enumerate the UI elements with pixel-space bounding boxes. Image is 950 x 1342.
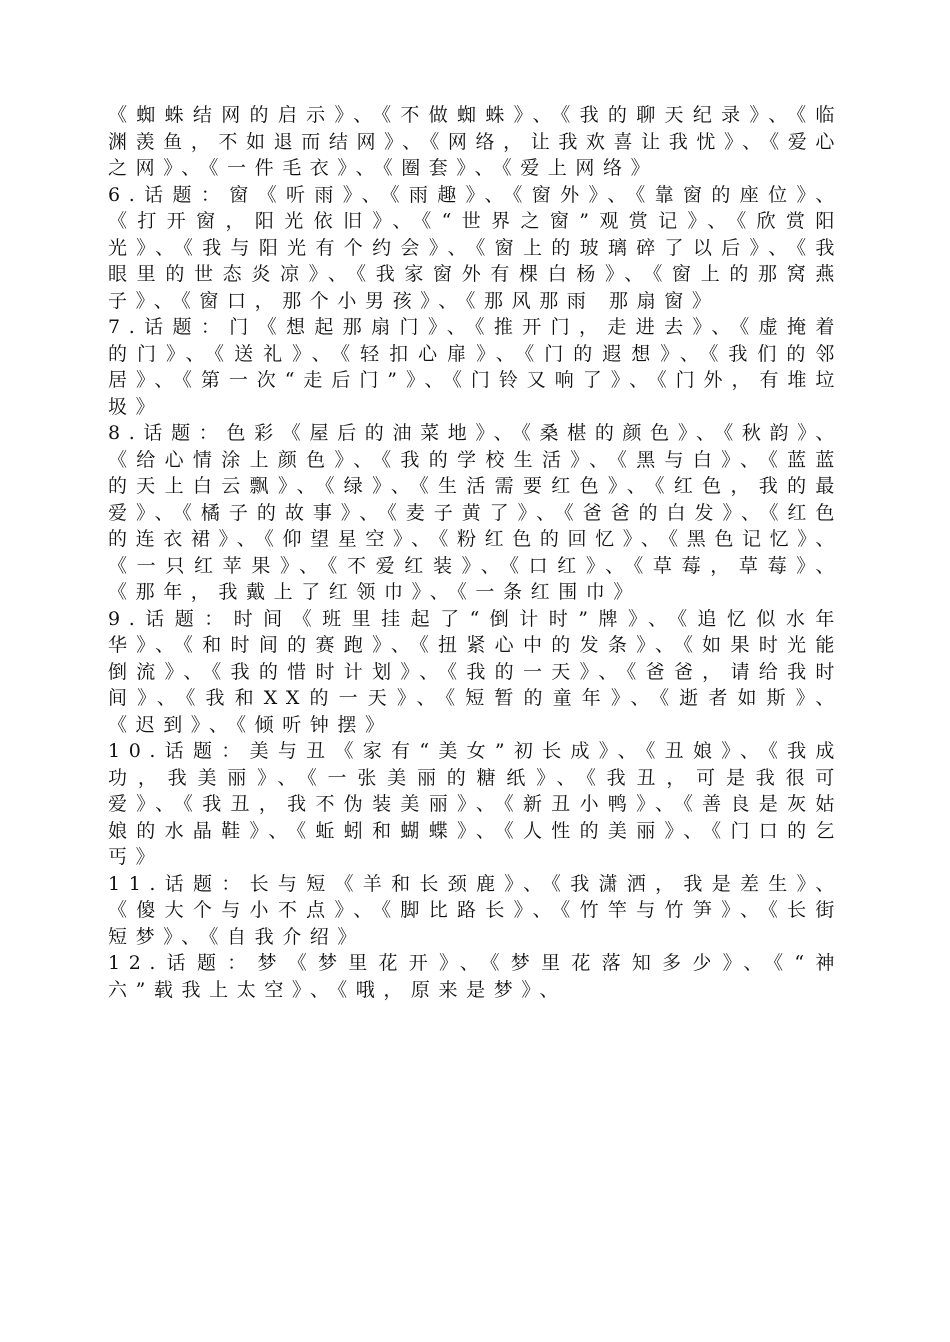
paragraph-topic-door: 7.话题：门《想起那扇门》、《推开门，走进去》、《虚掩着的门》、《送礼》、《轻扣心扉》、《门的遐想》、《我们的邻居》、《第一次“走后门”》、《门铃又响了》、《门外，有堆垃圾》 bbox=[108, 316, 843, 418]
paragraph-topic-long-short: 11.话题：长与短《羊和长颈鹿》、《我潇洒，我是差生》、《傻大个与小不点》、《脚比路长》、《竹竿与竹笋》、《长街短梦》、《自我介绍》 bbox=[108, 872, 843, 948]
paragraph-network-titles: 《蜘蛛结网的启示》、《不做蜘蛛》、《我的聊天纪录》、《临渊羡鱼，不如退而结网》、《网络，让我欢喜让我忧》、《爱心之网》、《一件毛衣》、《圈套》、《爱上网络》 bbox=[108, 104, 843, 179]
paragraph-topic-color: 8.话题：色彩《屋后的油菜地》、《桑椹的颜色》、《秋韵》、《给心情涂上颜色》、《我的学校生活》、《黑与白》、《蓝蓝的天上白云飘》、《绿》、《生活需要红色》、《红色，我的最爱》、《橘子的故事》、《麦子黄了》、《爸爸的白发》、《红色的连衣裙》、《仰望星空》、《粉红色的回忆》、《黑色记忆》、《一只红苹果》、《不爱红装》、《口红》、《草莓，草莓》、《那年，我戴上了红领巾》、《一条红围巾》 bbox=[108, 422, 843, 603]
paragraph-topic-beauty-ugliness: 10.话题：美与丑《家有“美女”初长成》、《丑娘》、《我成功，我美丽》、《一张美丽的糖纸》、《我丑，可是我很可爱》、《我丑，我不伪装美丽》、《新丑小鸭》、《善良是灰姑娘的水晶鞋》、《蚯蚓和蝴蝶》、《人性的美丽》、《门口的乞丐》 bbox=[108, 740, 843, 868]
paragraph-topic-window: 6.话题：窗《听雨》、《雨趣》、《窗外》、《靠窗的座位》、《打开窗，阳光依旧》、《“世界之窗”观赏记》、《欣赏阳光》、《我与阳光有个约会》、《窗上的玻璃碎了以后》、《我眼里的世态炎凉》、《我家窗外有棵白杨》、《窗上的那窝燕子》、《窗口，那个小男孩》、《那风那雨 那扇窗》 bbox=[108, 183, 843, 312]
document-page bbox=[108, 102, 843, 1003]
paragraph-topic-dream: 12.话题：梦《梦里花开》、《梦里花落知多少》、《“神六”载我上太空》、《哦，原来是梦》、 bbox=[108, 952, 843, 1001]
paragraph-topic-time: 9.话题：时间《班里挂起了“倒计时”牌》、《追忆似水年华》、《和时间的赛跑》、《扭紧心中的发条》、《如果时光能倒流》、《我的惜时计划》、《我的一天》、《爸爸，请给我时间》、《我和XX的一天》、《短暂的童年》、《逝者如斯》、《迟到》、《倾听钟摆》 bbox=[108, 607, 843, 736]
